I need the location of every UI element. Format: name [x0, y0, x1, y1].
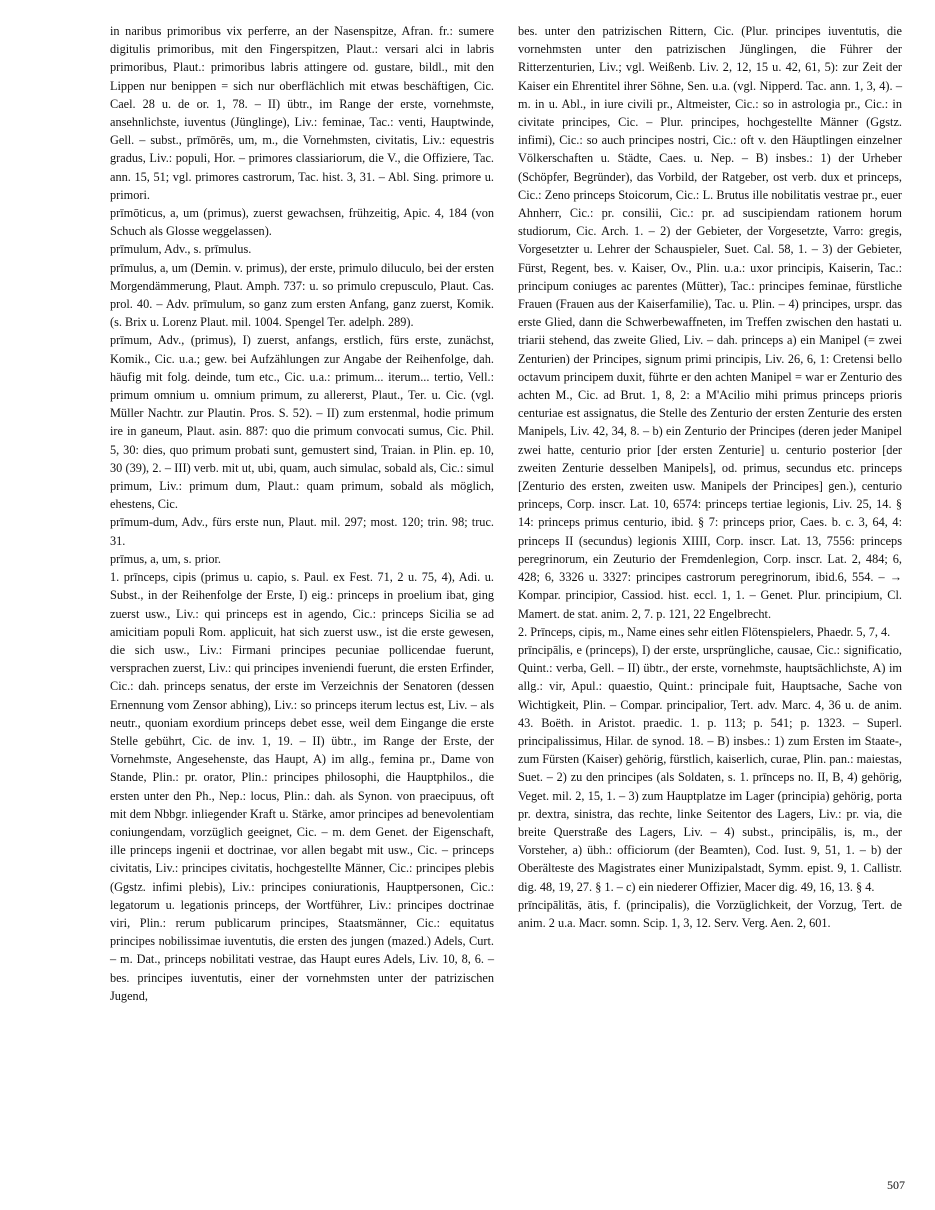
- entry-primulus: prīmulus, a, um (Demin. v. primus), der erste, primulo diluculo, bei der ersten Morgendämmerung, Plaut. Amph. 737: u. so primulo crepusculo, Plaut. Cas. prol. 40. – Adv. prīmulum, so ganz zum ersten Anfang, ganz zuerst, Komik. (s. Brix u. Lorenz Plaut. mil. 1004. Spengel Ter. adelph. 289).: [110, 260, 494, 330]
- entry-princeps-2: 2. Prīnceps, cipis, m., Name eines sehr eitlen Flötenspielers, Phaedr. 5, 7, 4.: [518, 624, 891, 639]
- entry-principalis: prīncipālis, e (princeps), I) der erste, ursprüngliche, causae, Cic.: significatio, Quint.: verba, Gell. – II) übtr., der erste, vornehmste, hauptsächlichste, A) im allg.: vir, Apul.: quaestio, Quint.: principale fuit, Hauptsache, Sache von Wichtigkeit, Plin. – Compar. principalior, Tert. adv. Marc. 4, 36 u. de anim. 43. Boëth. in Aristot. praedic. 1. p. 113; p. 541; p. 1323. – Superl. principalissimus, Hilar. de synod. 18. – B) insbes.: 1) zum Ersten im Staate-, zum Fürsten (Kaiser) gehörig, fürstlich, kaiserlich, curae, Plin. pan.: maiestas, Suet. – 2) zu den principes (als Soldaten, s. 1. prīnceps no. II, B, 4) gehörig, Veget. mil. 2, 15, 1. – 3) zum Hauptplatze im Lager (principia) gehörig, porta pr. dextra, sinistra, das rechte, linke Seitentor des Lagers, Liv.: pr. via, die breite Querstraße des Lagers, Liv. – 4) subst., principālis, is, m., der Vorsteher, a) übh.: officiorum (der Beamten), Cod. Iust. 9, 51, 1. – b) der Oberälteste des Magistrates einer Munizipalstadt, Symm. epist. 9, 1. Callistr. dig. 48, 19, 27. § 1. – c) ein niederer Offizier, Macer dig. 49, 16, 13. § 4.: [518, 642, 902, 894]
- entry-primoticus: prīmōticus, a, um (primus), zuerst gewachsen, frühzeitig, Apic. 4, 184 (von Schuch als Glosse weggelassen).: [110, 206, 494, 239]
- entry-primum: prīmum, Adv., (primus), I) zuerst, anfangs, erstlich, fürs erste, zunächst, Komik., Cic. u.a.; gew. bei Aufzählungen zur Angabe der Reihenfolge, dah. häufig mit folg. deinde, tum etc., Cic. u.a.: primum... iterum... tertio, Vell.: primum omnium u. omnium primum, zu allererst, Plaut., Ter. u. Cic. (vgl. Müller Nachtr. zur Plautin. Pros. S. 52). – II) zum erstenmal, hodie primum ire in ganeum, Plaut. asin. 887: quo die primum convocati sumus, Cic. Phil. 5, 30: dies, quo primum probati sunt, gemustert sind, Traian. in Plin. ep. 10, 30 (39), 2. – III) verb. mit ut, ubi, quam, auch simulac, sobald als, Cic.: simul primum, Liv.: primum dum, Plaut.: quam primum, sobald als möglich, ehestens, Cic.: [110, 333, 494, 512]
- entry-primus: prīmus, a, um, s. prior.: [110, 551, 222, 566]
- entry-princeps-1: 1. prīnceps, cipis (primus u. capio, s. Paul. ex Fest. 71, 2 u. 75, 4), Adi. u. Subst., in der Reihenfolge der Erste, I) eig.: princeps in proelium ibat, ging zuerst usw., Liv.: qui princeps est in agendo, Cic.: princeps Sicilia se ad amicitiam populi Rom. applicuit, hat sich zuerst usw., ist die erste gewesen, die sich usw., Liv.: Firmani principes pecuniae pollicendae fuerunt, versprachen zuerst, Liv.: qui principes inveniendi fuerunt, die ersten Erfinder, Cic.: dah. princeps senatus, der erste im Verzeichnis der Senatoren (dessen Ernennung vom Zensor abhing), Liv.: so princeps iterum lectus est, Liv. – als neutr., quoniam exordium princeps debet esse, weil dem Eingange die erste Stelle gebührt, Cic. de inv. 1, 19. – II) übtr., im Range der Erste, der Vornehmste, Angesehenste, das Haupt, A) im allg., femina pr., Dame von Stande, Plin.: pr. orator, Plin.: principes philosophi, die Hauptphilos., die ersten unter den Ph., Nep.: locus, Plin.: dah. als Synon. von praecipuus, oft mit dem Nbbgr. inliegender Kraft u. Stärke, amor principes ad benevolentiam coniungendam, vorzüglich geeignet, Cic. – m. dem Genet. der Eigenschaft, ille princeps ingenii et doctrinae, vor allen begabt mit usw., Cic. – princeps civitatis, Liv.: principes civitatis, hochgestellte Männer, Cic.: principes plebis (Ggstz. infimi plebis), Liv.: principes coniurationis, Hauptpersonen, Cic.: legatorum u. legationis princeps, der Wortführer, Liv.: principes doctrinae viri, Plin.: rerum publicarum principes, Staatsmänner, Cic.: equitatus principes nobilissimae iuventutis, die ersten des jungen (mazed.) Adels, Curt. – m. Dat., princeps nobilitati vestrae, das Haupt eures Adels, Liv. 10, 8, 6. – bes. principes iuventutis, einer der vornehmsten unter der patrizischen Jugend,: [110, 570, 494, 1003]
- page-number: 507: [887, 1178, 905, 1192]
- entry-primores: in naribus primoribus vix perferre, an der Nasenspitze, Afran. fr.: sumere digitulis primoribus, mit den Fingerspitzen, Plaut.: versari alci in labris primoribus, Plaut.: primoribus labris attingere od. gustare, bildl., mit den Lippen nur benippen = sich nur oberflächlich mit etwas beschäftigen, Cic. Cael. 28 u. de or. 1, 78. – II) übtr., im Range der erste, vornehmste, ansehnlichste, iuventus (Jünglinge), Liv.: feminae, Tac.: venti, Hauptwinde, Gell. – subst., prīmōrēs, um, m., die Vornehmsten, civitatis, Liv.: equestris gradus, Liv.: populi, Hor. – primores classiariorum, die V., die Offiziere, Tac. ann. 15, 51; vgl. primores castrorum, Tac. hist. 3, 31. – Abl. Sing. primore u. primori.: [110, 24, 494, 202]
- entry-principalitas: prīncipālitās, ātis, f. (principalis), die Vorzüglichkeit, der Vorzug, Tert. de anim. 2 u.a. Macr. somn. Scip. 1, 3, 12. Serv. Verg. Aen. 2, 601.: [518, 897, 902, 930]
- entry-primulum: prīmulum, Adv., s. prīmulus.: [110, 242, 252, 257]
- entry-princeps-1-cont: bes. unter den patrizischen Rittern, Cic. (Plur. principes iuventutis, die vornehmsten unter den patrizischen Jünglingen, die Führer der Ritterzenturien, Liv.; vgl. Weißenb. Liv. 2, 12, 15 u. 42, 61, 5): zur Zeit der Kaiser ein Ehrentitel ihrer Söhne, Sen. u.a. (vgl. Nipperd. Tac. ann. 1, 3, 4). – m. in u. Abl., in iure civili pr., Altmeister, Cic.: so in astrologia pr., Cic.: in civitate principes, Cic. – Plur. principes, hochgestellte Männer (Ggstz. infimi), Cic.: so auch principes nostri, Cic.: oft v. den Häuptlingen einzelner Völkerschaften u. Städte, Caes. u. Nep. – B) insbes.: 1) der Urheber (Schöpfer, Begründer), das Vorbild, der Ratgeber, ost verb. dux et princeps, Cic.: Zeno princeps Stoicorum, Cic.: L. Brutus ille nobilitatis vestrae pr., euer Ahnherr, Cic.: pr. consilii, Cic.: pr. ad suscipiendam rationem horum studiorum, Cic. Arch. 1. – 2) der Gebieter, der Vorgesetzte, Varro: gregis, Vorgesetzter u. Lehrer der Schauspieler, Suet. Cal. 58, 1. – 3) der Gebieter, Fürst, Regent, bes. v. Kaiser, Ov., Plin. u.a.: uxor principis, Kaiserin, Tac.: principum coniuges ac parentes (Mütter), Tac.: principes feminae, fürstliche Frauen (Frauen aus der Kaiserfamilie), Tac. u. Plin. – 4) principes, urspr. das erste Glied, dann die Schwerbewaffneten, im Treffen zwischen den hastati u. triarii stehend, das zweite Glied, Liv. – dah. princeps a) ein Manipel (= zwei Zenturien) der Principes, signum primi principis, Liv. 26, 6, 1: Cretensi bello octavum principem duxit, führte er den achten Manipel = war er Zenturio des achten M., Cic. ad Brut. 1, 8, 2: a M'Acilio mihi primus princeps prioris centuriae est assignatus, die Stelle des Zenturio der ersten Zenturie des ersten Manipels, Liv. 42, 34, 8. – b) ein Zenturio der Principes (deren jeder Manipel zwei hatte, centurio prior [der ersten Zenturie] u. centurio posterior [der zweiten Zenturie desselben Manipels], od. primus, secundus etc. princeps [Zenturio des ersten, zweiten usw. Manipels der Principes] gen.), centurio princeps, Corp. inscr. Lat. 10, 6574: princeps tertiae legionis, Liv. 25, 14. § 14: princeps primus centurio, ibid. § 7: princeps prior, Caes. b. c. 3, 64, 4: princeps II (secundus) legionis XIIII, Corp. inscr. Lat. 13, 7556: princeps peregrinorum, ein Zeuturio der Fremdenlegion, Corp. inscr. Lat. 2, 484; 6, 428; 6, 3326 u. 3327: principes castrorum peregrinorum, ibid.6, 554. – → Kompar. principior, Cassiod. hist. eccl. 1, 1. – Genet. Plur. principium, Cl. Mamert. de stat. anim. 2, 7. p. 121, 22 Engelbrecht.: [518, 24, 902, 621]
- entry-primum-dum: prīmum-dum, Adv., fürs erste nun, Plaut. mil. 297; most. 120; trin. 98; truc. 31.: [110, 515, 494, 548]
- right-column: [518, 22, 902, 932]
- left-column: [110, 22, 494, 1005]
